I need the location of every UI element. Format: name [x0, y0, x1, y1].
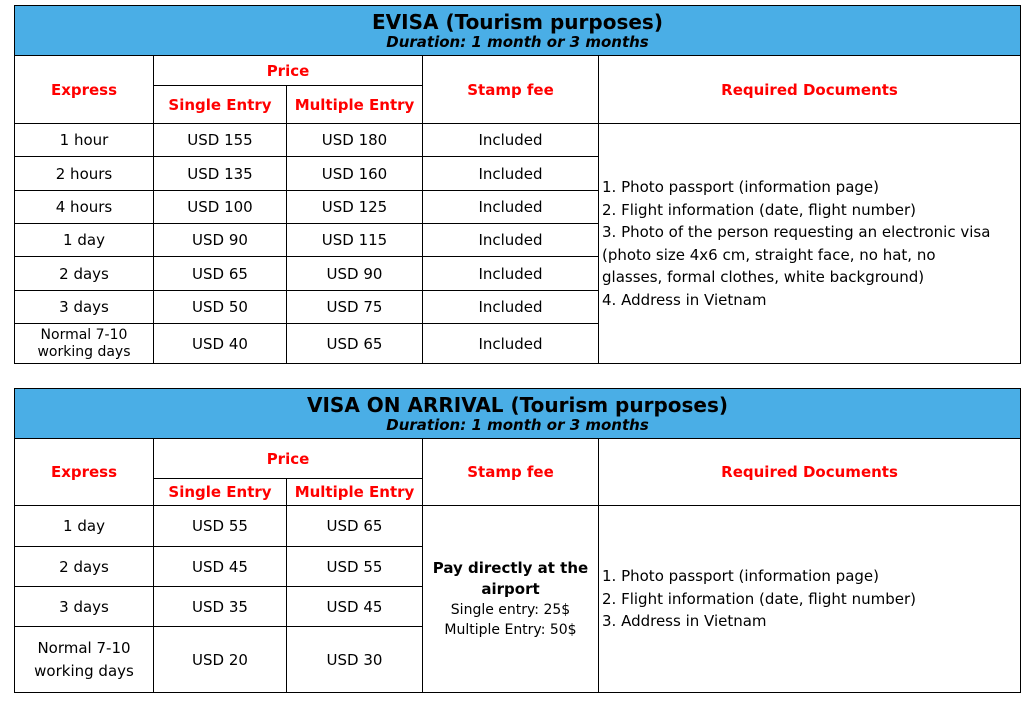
multiple-price-cell: USD 160 — [287, 157, 423, 191]
evisa-header-multiple: Multiple Entry — [287, 86, 423, 124]
single-price-cell: USD 20 — [154, 627, 287, 693]
stamp-fee-cell: Included — [423, 224, 599, 257]
evisa-header-stamp: Stamp fee — [423, 56, 599, 124]
single-price-cell: USD 35 — [154, 587, 287, 627]
multiple-price-cell: USD 55 — [287, 547, 423, 587]
single-price-cell: USD 45 — [154, 547, 287, 587]
stamp-fee-cell: Included — [423, 157, 599, 191]
express-cell: 1 day — [15, 224, 154, 257]
evisa-header-single: Single Entry — [154, 86, 287, 124]
voa-stamp-fee — [423, 506, 599, 693]
document-line: 1. Photo passport (information page) — [602, 178, 880, 196]
stamp-fee-cell: Included — [423, 291, 599, 324]
evisa-header-express: Express — [15, 56, 154, 124]
single-price-cell: USD 40 — [154, 324, 287, 364]
express-cell: 2 days — [15, 257, 154, 291]
voa-header-express: Express — [15, 439, 154, 506]
express-cell: Normal 7-10 working days — [15, 627, 154, 693]
evisa-table — [14, 5, 1021, 364]
document-line: glasses, formal clothes, white background) — [602, 268, 925, 286]
document-line: 4. Address in Vietnam — [602, 290, 767, 309]
stamp-multiple-fee: Multiple Entry: 50$ — [444, 622, 577, 638]
express-cell: 4 hours — [15, 191, 154, 224]
single-price-cell: USD 135 — [154, 157, 287, 191]
evisa-duration: Duration: 1 month or 3 months — [386, 32, 649, 51]
single-price-cell: USD 100 — [154, 191, 287, 224]
multiple-price-cell: USD 75 — [287, 291, 423, 324]
voa-table — [14, 388, 1021, 693]
voa-title-banner — [15, 389, 1021, 439]
multiple-price-cell: USD 125 — [287, 191, 423, 224]
express-cell: 1 day — [15, 506, 154, 547]
multiple-price-cell: USD 115 — [287, 224, 423, 257]
table-row — [15, 506, 1021, 547]
pay-at-airport-label: Pay directly at the airport — [432, 559, 589, 598]
voa-header-single: Single Entry — [154, 479, 287, 506]
express-cell: 2 hours — [15, 157, 154, 191]
evisa-header-docs: Required Documents — [599, 56, 1021, 124]
document-line: 3. Address in Vietnam — [602, 612, 767, 631]
document-line: 2. Flight information (date, flight number) — [602, 589, 916, 608]
voa-duration: Duration: 1 month or 3 months — [386, 415, 649, 434]
multiple-price-cell: USD 65 — [287, 506, 423, 547]
document-line: 3. Photo of the person requesting an electronic visa — [602, 223, 991, 241]
table-row — [15, 124, 1021, 157]
multiple-price-cell: USD 90 — [287, 257, 423, 291]
multiple-price-cell: USD 30 — [287, 627, 423, 693]
express-cell: Normal 7-10 working days — [15, 324, 154, 364]
voa-header-docs: Required Documents — [599, 439, 1021, 506]
voa-header-multiple: Multiple Entry — [287, 479, 423, 506]
express-cell: 3 days — [15, 291, 154, 324]
express-cell: 3 days — [15, 587, 154, 627]
evisa-title-banner — [15, 6, 1021, 56]
stamp-single-fee: Single entry: 25$ — [450, 602, 571, 618]
voa-header-stamp: Stamp fee — [423, 439, 599, 506]
document-line: 1. Photo passport (information page) — [602, 567, 880, 586]
document-line: 2. Flight information (date, flight number) — [602, 200, 916, 219]
single-price-cell: USD 155 — [154, 124, 287, 157]
express-cell: 2 days — [15, 547, 154, 587]
voa-header-price: Price — [154, 439, 423, 479]
stamp-fee-cell: Included — [423, 124, 599, 157]
voa-documents — [599, 506, 1021, 693]
document-line: (photo size 4x6 cm, straight face, no hat, no — [602, 245, 936, 264]
multiple-price-cell: USD 65 — [287, 324, 423, 364]
express-cell: 1 hour — [15, 124, 154, 157]
evisa-documents — [599, 124, 1021, 364]
single-price-cell: USD 90 — [154, 224, 287, 257]
evisa-title: EVISA (Tourism purposes) — [372, 9, 663, 34]
voa-title: VISA ON ARRIVAL (Tourism purposes) — [307, 392, 729, 417]
stamp-fee-cell: Included — [423, 257, 599, 291]
single-price-cell: USD 50 — [154, 291, 287, 324]
stamp-fee-cell: Included — [423, 191, 599, 224]
multiple-price-cell: USD 45 — [287, 587, 423, 627]
stamp-fee-cell: Included — [423, 324, 599, 364]
single-price-cell: USD 55 — [154, 506, 287, 547]
multiple-price-cell: USD 180 — [287, 124, 423, 157]
evisa-header-price: Price — [154, 56, 423, 86]
single-price-cell: USD 65 — [154, 257, 287, 291]
